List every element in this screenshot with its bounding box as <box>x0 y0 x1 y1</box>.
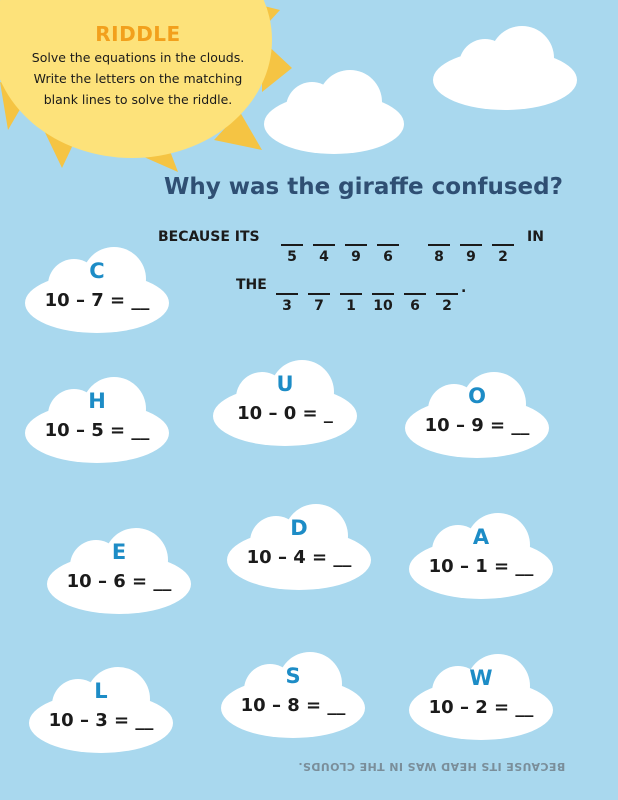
blank-number: 7 <box>314 298 324 314</box>
cloud-equation: 10 – 8 = __ <box>240 695 346 716</box>
cloud-equation: 10 – 5 = __ <box>44 420 150 441</box>
cloud-decoration-top-right <box>430 20 580 115</box>
equation-cloud <box>22 375 172 465</box>
blank-number: 5 <box>287 249 297 265</box>
cloud-decoration-top-middle <box>262 66 407 156</box>
blank-number: 9 <box>351 249 361 265</box>
cloud-letter: L <box>94 679 108 703</box>
answer-blank[interactable] <box>345 244 367 265</box>
blank-number: 9 <box>466 249 476 265</box>
blank-number: 3 <box>282 298 292 314</box>
cloud-letter: C <box>89 259 105 283</box>
equation-cloud <box>406 511 556 601</box>
cloud-letter: U <box>276 372 294 396</box>
answer-blank[interactable] <box>404 293 426 314</box>
answer-period: . <box>461 280 467 296</box>
upside-down-answer: BECAUSE ITS HEAD WAS IN THE CLOUDS. <box>298 760 566 773</box>
cloud-equation: 10 – 3 = __ <box>48 710 154 731</box>
equation-cloud <box>218 650 368 740</box>
answer-blank[interactable] <box>428 244 450 265</box>
equation-cloud <box>44 526 194 616</box>
answer-blank[interactable] <box>308 293 330 314</box>
cloud-equation: 10 – 9 = __ <box>424 415 530 436</box>
cloud-equation: 10 – 1 = __ <box>428 556 534 577</box>
blank-number: 4 <box>319 249 329 265</box>
cloud-letter: S <box>285 664 301 688</box>
cloud-equation: 10 – 7 = __ <box>44 290 150 311</box>
answer-blank[interactable] <box>377 244 399 265</box>
answer-in-label: IN <box>527 229 544 245</box>
answer-blank[interactable] <box>492 244 514 265</box>
equation-cloud <box>406 652 556 742</box>
equation-cloud <box>224 502 374 592</box>
cloud-letter: O <box>468 384 486 408</box>
answer-blank[interactable] <box>436 293 458 314</box>
answer-blank[interactable] <box>340 293 362 314</box>
cloud-letter: H <box>88 389 106 413</box>
riddle-question: Why was the giraffe confused? <box>164 174 563 200</box>
blank-number: 2 <box>442 298 452 314</box>
cloud-equation: 10 – 0 = _ <box>237 403 333 424</box>
blank-number: 10 <box>373 298 393 314</box>
answer-because-label: BECAUSE ITS <box>158 229 260 245</box>
answer-the-label: THE <box>236 277 267 293</box>
equation-cloud <box>210 358 360 448</box>
answer-blank[interactable] <box>460 244 482 265</box>
answer-blank[interactable] <box>372 293 394 314</box>
cloud-letter: D <box>290 516 308 540</box>
equation-cloud <box>26 665 176 755</box>
cloud-letter: A <box>472 525 490 549</box>
cloud-letter: W <box>469 666 493 690</box>
riddle-instructions <box>18 22 258 109</box>
blank-number: 2 <box>498 249 508 265</box>
answer-blank[interactable] <box>281 244 303 265</box>
equation-cloud <box>402 370 552 460</box>
cloud-equation: 10 – 2 = __ <box>428 697 534 718</box>
cloud-letter: E <box>111 540 127 564</box>
riddle-title: RIDDLE <box>95 22 181 46</box>
blank-number: 6 <box>383 249 393 265</box>
blank-number: 1 <box>346 298 356 314</box>
equation-cloud <box>22 245 172 335</box>
answer-blank[interactable] <box>313 244 335 265</box>
riddle-line-1: Solve the equations in the clouds. <box>31 50 245 65</box>
blank-number: 6 <box>410 298 420 314</box>
cloud-equation: 10 – 6 = __ <box>66 571 172 592</box>
blank-number: 8 <box>434 249 444 265</box>
riddle-line-3: blank lines to solve the riddle. <box>43 92 233 107</box>
riddle-line-2: Write the letters on the matching <box>33 71 243 86</box>
cloud-equation: 10 – 4 = __ <box>246 547 352 568</box>
answer-blank[interactable] <box>276 293 298 314</box>
